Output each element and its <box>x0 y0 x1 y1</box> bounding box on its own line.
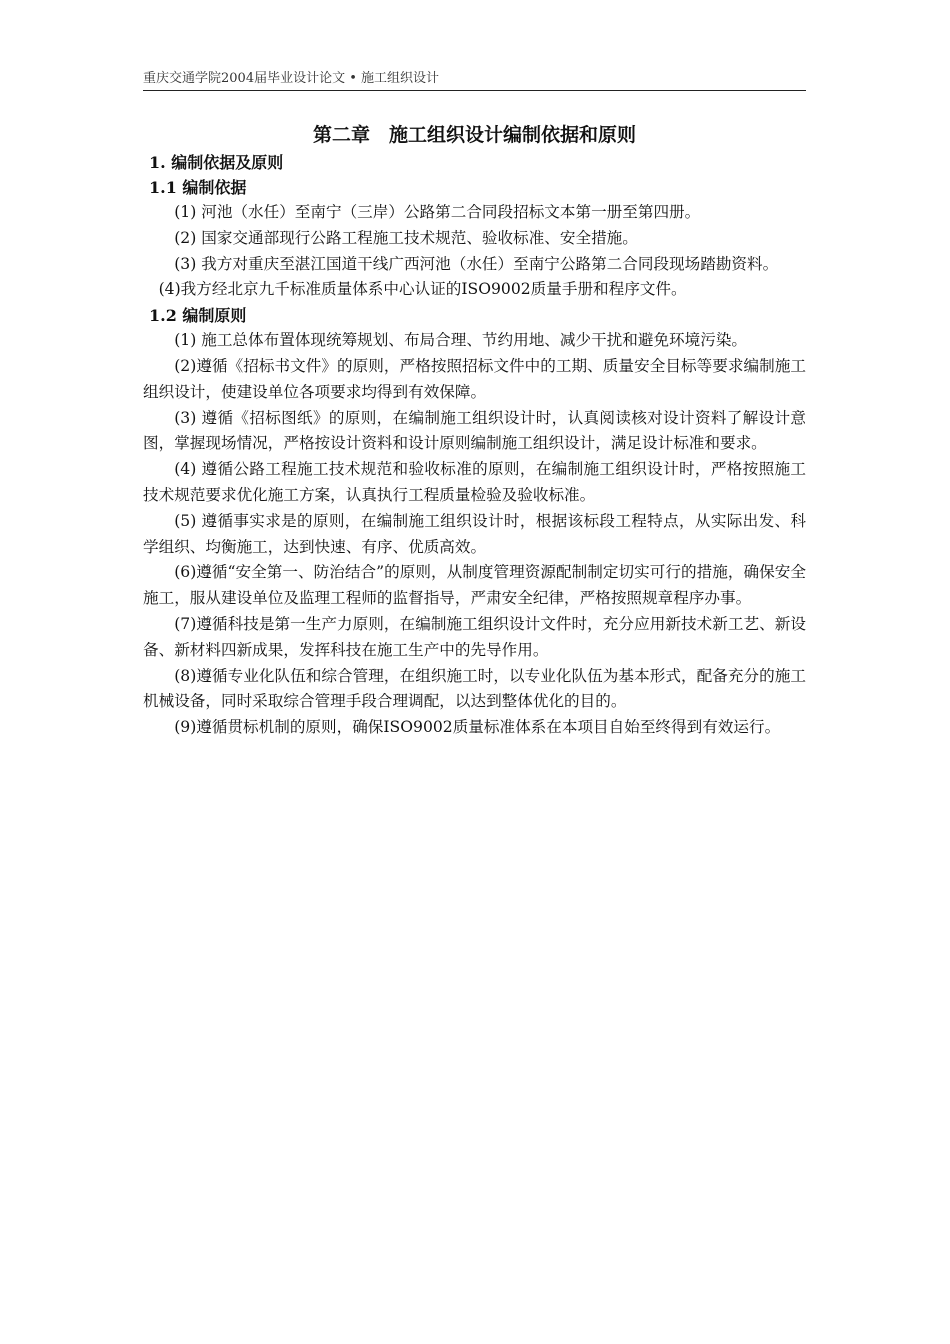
principle-item-4: (4) 遵循公路工程施工技术规范和验收标准的原则，在编制施工组织设计时，严格按照施工技术规范要求优化施工方案，认真执行工程质量检验及验收标准。 <box>143 460 806 504</box>
principle-item-2: (2)遵循《招标书文件》的原则，严格按照招标文件中的工期、质量安全目标等要求编制施工组织设计，使建设单位各项要求均得到有效保障。 <box>143 356 806 401</box>
principle-item-8: (8)遵循专业化队伍和综合管理，在组织施工时，以专业化队伍为基本形式，配备充分的施工机械设备，同时采取综合管理手段合理调配，以达到整体优化的目的。 <box>143 666 806 711</box>
basis-item-3: (3) 我方对重庆至湛江国道干线广西河池（水任）至南宁公路第二合同段现场踏勘资料。 <box>174 254 779 273</box>
section-heading-1-2: 1.2 编制原则 <box>149 306 247 326</box>
principle-item-6: (6)遵循“安全第一、防治结合”的原则，从制度管理资源配制制定切实可行的措施，确保安全施工，服从建设单位及监理工程师的监督指导，严肃安全纪律，严格按照规章程序办事。 <box>143 563 806 608</box>
basis-item-1: (1) 河池（水任）至南宁（三岸）公路第二合同段招标文本第一册至第四册。 <box>174 203 701 221</box>
section-heading-1: 1. 编制依据及原则 <box>149 153 284 172</box>
basis-item-4: (4)我方经北京九千标准质量体系中心认证的ISO9002质量手册和程序文件。 <box>158 280 687 299</box>
principle-item-1: (1) 施工总体布置体现统筹规划、布局合理、节约用地、减少干扰和避免环境污染。 <box>174 331 748 350</box>
principle-item-3: (3) 遵循《招标图纸》的原则，在编制施工组织设计时，认真阅读核对设计资料了解设计意图，掌握现场情况，严格按设计资料和设计原则编制施工组织设计，满足设计标准和要求。 <box>143 408 806 453</box>
running-header: 重庆交通学院2004届毕业设计论文 • 施工组织设计 <box>143 70 806 91</box>
principle-item-5: (5) 遵循事实求是的原则，在编制施工组织设计时，根据该标段工程特点，从实际出发、科学组织、均衡施工，达到快速、有序、优质高效。 <box>143 511 806 556</box>
chapter-title: 第二章 施工组织设计编制依据和原则 <box>312 124 636 146</box>
section-heading-1-1: 1.1 编制依据 <box>149 178 247 197</box>
principle-item-9: (9)遵循贯标机制的原则，确保ISO9002质量标准体系在本项目自始至终得到有效运行。 <box>174 718 781 737</box>
basis-item-2: (2) 国家交通部现行公路工程施工技术规范、验收标准、安全措施。 <box>174 228 638 247</box>
document-body <box>143 120 806 741</box>
principle-item-7: (7)遵循科技是第一生产力原则，在编制施工组织设计文件时，充分应用新技术新工艺、新设备、新材料四新成果，发挥科技在施工生产中的先导作用。 <box>143 614 806 659</box>
